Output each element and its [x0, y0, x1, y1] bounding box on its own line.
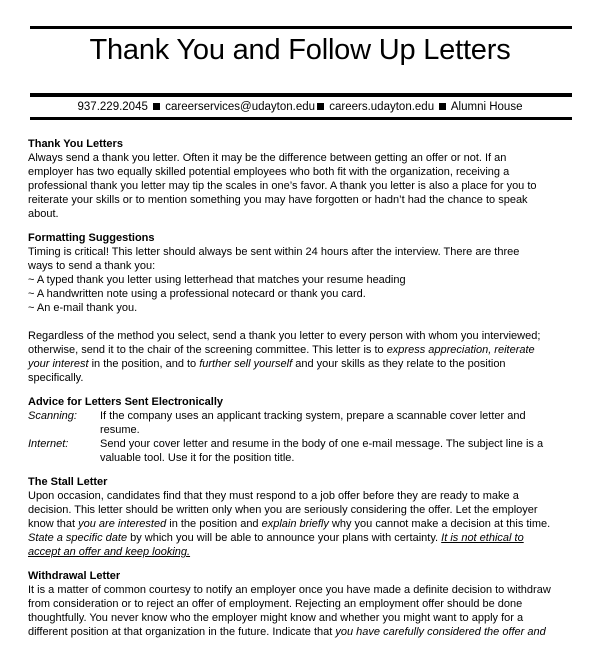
list-item: ~ A handwritten note using a professional notecard or thank you card. — [28, 288, 366, 300]
text-run: in the position and — [166, 518, 262, 530]
definition-desc — [100, 437, 576, 465]
paragraph-line: Timing is critical! This letter should always be sent within 24 hours after the interview. There are three — [28, 246, 520, 258]
list-item: ~ A typed thank you letter using letterhead that matches your resume heading — [28, 274, 406, 286]
text-run: know that — [28, 518, 79, 530]
paragraph-line: valuable tool. Use it for the position title. — [100, 452, 295, 464]
text-run: why you cannot make a decision at this time. — [328, 518, 551, 530]
definition-term: Internet: — [28, 438, 69, 450]
paragraph-line: Always send a thank you letter. Often it may be the difference between getting an offer or not. If an — [28, 152, 507, 164]
text-run: and your skills as they relate to the position — [292, 358, 506, 370]
page-title: Thank You and Follow Up Letters — [89, 34, 511, 66]
paragraph-line — [28, 545, 576, 559]
emphasis-text: explain briefly — [261, 518, 329, 530]
document-body — [28, 137, 576, 639]
paragraph-line — [28, 625, 576, 639]
contact-underline-rule — [30, 117, 572, 120]
section-heading: Advice for Letters Sent Electronically — [28, 396, 224, 408]
contact-email: careerservices@udayton.edu — [165, 101, 316, 113]
paragraph-line: It is a matter of common courtesy to notify an employer once you have made a definite decision to withdraw — [28, 584, 551, 596]
section-electronic — [28, 395, 576, 465]
emphasis-underlined-text: accept an offer and keep looking. — [28, 546, 191, 558]
paragraph-line: Upon occasion, candidates find that they must respond to a job offer before they are ready to make a — [28, 490, 519, 502]
contact-location: Alumni House — [450, 101, 523, 113]
paragraph-line: If the company uses an applicant tracking system, prepare a scannable cover letter and — [100, 410, 526, 422]
top-rule — [30, 26, 572, 29]
bullet-square-icon — [153, 103, 160, 110]
section-heading: Withdrawal Letter — [28, 570, 121, 582]
contact-bar — [0, 101, 600, 113]
paragraph-line: reiterate your skills or to mention something you may have forgotten or hadn’t had the chance to speak — [28, 194, 528, 206]
paragraph-line: about. — [28, 208, 59, 220]
definition-term: Scanning: — [28, 410, 77, 422]
text-run: in the position, and to — [88, 358, 200, 370]
text-run: different position at that organization in the future. Indicate that — [28, 626, 336, 638]
paragraph-line — [28, 357, 576, 371]
paragraph-line: specifically. — [28, 372, 84, 384]
section-withdrawal — [28, 569, 576, 639]
emphasis-text: you have carefully considered the offer and — [335, 626, 546, 638]
contact-phone: 937.229.2045 — [77, 101, 148, 113]
definition-item-scanning — [28, 409, 576, 437]
paragraph-line — [28, 531, 576, 545]
paragraph-line: decision. This letter should be written only when you are seriously considering the offer. Let the employer — [28, 504, 538, 516]
emphasis-text: your interest — [28, 358, 89, 370]
paragraph-line: employer has two equally skilled potential employees who both fit with the organization, receiving a — [28, 166, 510, 178]
paragraph-line: professional thank you letter may tip the scales in one’s favor. A thank you letter is also a place for you to — [28, 180, 537, 192]
paragraph-line: ways to send a thank you: — [28, 260, 156, 272]
paragraph-line — [28, 517, 576, 531]
section-stall — [28, 475, 576, 559]
definition-item-internet — [28, 437, 576, 465]
section-heading: Formatting Suggestions — [28, 232, 155, 244]
text-run: by which you will be able to announce your plans with certainty. — [127, 532, 442, 544]
list-item: ~ An e-mail thank you. — [28, 302, 138, 314]
emphasis-text: you are interested — [78, 518, 167, 530]
paragraph-line: resume. — [100, 424, 140, 436]
section-formatting — [28, 231, 576, 385]
emphasis-text: further sell yourself — [199, 358, 293, 370]
bullet-square-icon — [317, 103, 324, 110]
paragraph-line — [28, 343, 576, 357]
paragraph-line: from consideration or to reject an offer of employment. Rejecting an employment offer should be done — [28, 598, 523, 610]
section-heading: Thank You Letters — [28, 138, 123, 150]
paragraph-line: Regardless of the method you select, send a thank you letter to every person with whom you interviewed; — [28, 330, 541, 342]
paragraph-line: Send your cover letter and resume in the body of one e-mail message. The subject line is a — [100, 438, 544, 450]
paragraph-line: thoughtfully. You never know who the employer might know and whether you might want to apply for a — [28, 612, 524, 624]
contact-website: careers.udayton.edu — [329, 101, 435, 113]
emphasis-text: State a specific date — [28, 532, 128, 544]
emphasis-text: express appreciation, reiterate — [386, 344, 535, 356]
emphasis-underlined-text: It is not ethical to — [441, 532, 524, 544]
section-thank-you — [28, 137, 576, 221]
section-heading: The Stall Letter — [28, 476, 108, 488]
text-run: otherwise, send it to the chair of the screening committee. This letter is to — [28, 344, 387, 356]
definition-desc — [100, 409, 576, 437]
bullet-square-icon — [439, 103, 446, 110]
title-underline-rule — [30, 93, 572, 97]
